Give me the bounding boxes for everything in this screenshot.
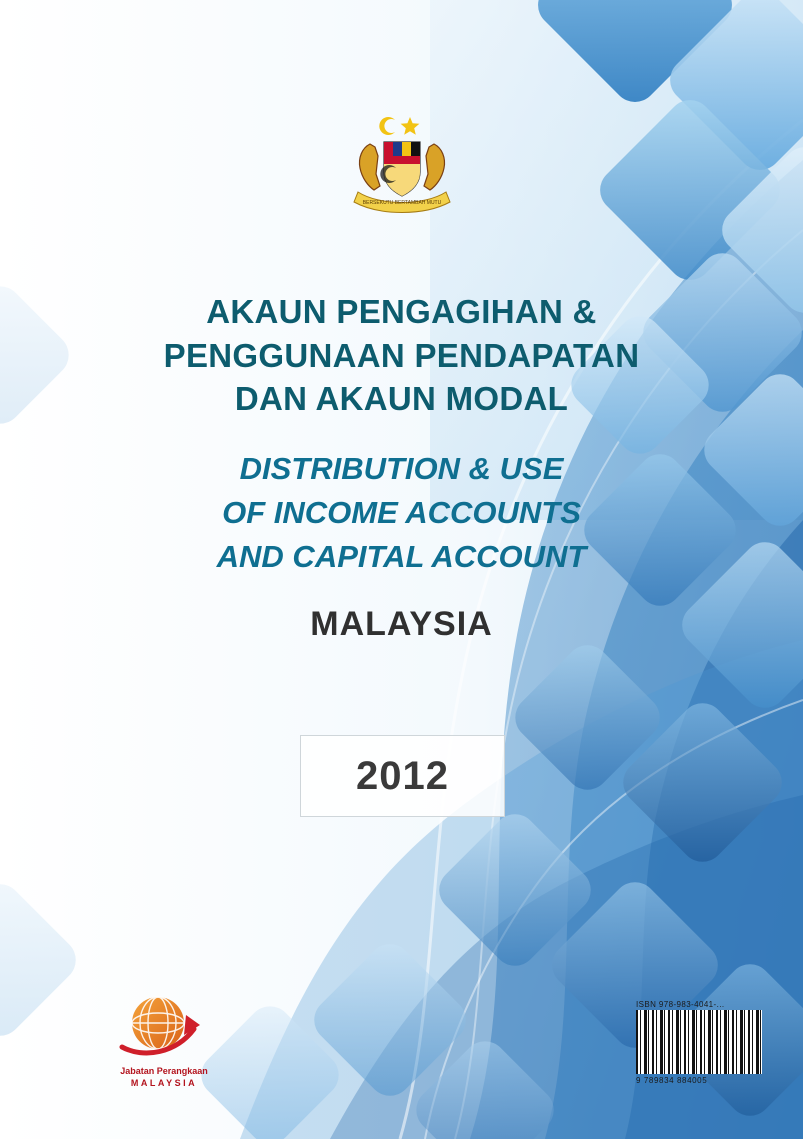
title-malay bbox=[70, 290, 733, 421]
title-malay-line-2: PENGGUNAAN PENDAPATAN bbox=[163, 336, 640, 374]
dosm-logo-svg bbox=[114, 985, 214, 1063]
publisher-logo bbox=[84, 985, 244, 1105]
crest-svg bbox=[332, 110, 472, 220]
year-label: 2012 bbox=[356, 753, 449, 798]
malaysia-coat-of-arms-icon bbox=[332, 110, 472, 220]
title-english-line-3: AND CAPITAL ACCOUNT bbox=[216, 538, 587, 574]
title-malay-line-3: DAN AKAUN MODAL bbox=[234, 380, 569, 418]
year-box bbox=[300, 735, 505, 817]
title-english-line-1: DISTRIBUTION & USE bbox=[239, 450, 564, 486]
barcode-number: 9 789834 884005 bbox=[636, 1076, 708, 1085]
crest-motto: BERSEKUTU BERTAMBAH MUTU bbox=[362, 200, 441, 206]
country-name: MALAYSIA bbox=[310, 604, 493, 643]
publisher-name bbox=[84, 1065, 244, 1089]
barcode-icon bbox=[636, 1000, 766, 1092]
title-english-line-2: OF INCOME ACCOUNTS bbox=[222, 494, 581, 530]
title-block bbox=[0, 290, 803, 644]
barcode-bars bbox=[636, 1010, 762, 1074]
isbn-text: ISBN 978-983-4041-... bbox=[636, 1000, 725, 1009]
title-malay-line-1: AKAUN PENGAGIHAN & bbox=[206, 293, 597, 330]
publisher-name-line-1: Jabatan Perangkaan bbox=[120, 1066, 208, 1076]
publisher-name-line-2: MALAYSIA bbox=[130, 1078, 198, 1089]
dosm-globe-arrow-logo-icon bbox=[114, 985, 214, 1063]
title-english bbox=[70, 447, 733, 579]
